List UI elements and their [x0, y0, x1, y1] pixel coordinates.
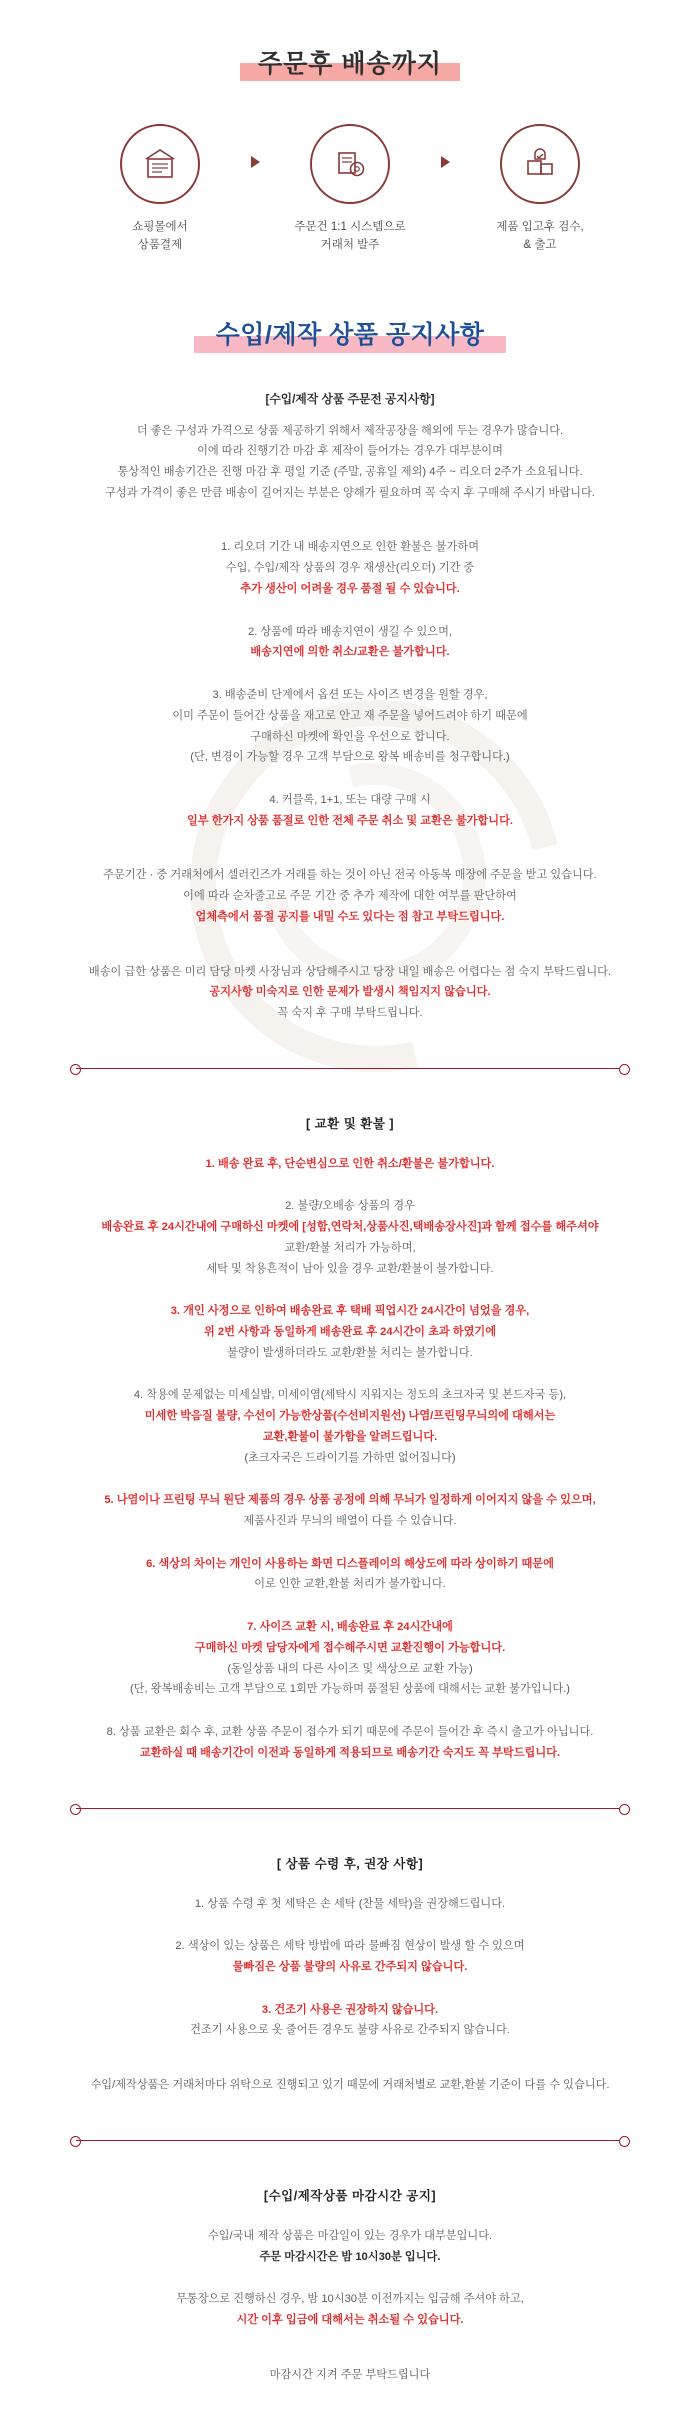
exchange-item-2: [0, 1196, 700, 1279]
arrow-right-icon: [235, 124, 275, 168]
divider-3-dot-left: [70, 2136, 81, 2147]
exchange-item-3-line-2: 위 2번 사항과 동일하게 배송완료 후 24시간이 초과 하였기에: [203, 1326, 497, 1338]
page-title: 주문후 배송까지: [258, 50, 442, 78]
exchange-item-3-line-1: 3. 개인 사정으로 인하여 배송완료 후 택배 픽업시간 24시간이 넘었을 경우,: [170, 1305, 530, 1318]
step-1-caption-line1: 쇼핑몰에서: [132, 221, 188, 233]
divider-2-line: [76, 1808, 624, 1809]
step-1-caption-line2: 상품결제: [137, 239, 183, 252]
step-3-caption-line2: & 출고: [523, 239, 557, 252]
care-item-3: [0, 2000, 700, 2041]
step-1: [85, 124, 235, 255]
notice-item-3: [0, 685, 700, 768]
notice-final-line-3: 꼭 숙지 후 구매 부탁드립니다.: [277, 1006, 423, 1019]
notice-intro-line-4: 구성과 가격이 좋은 만큼 배송이 길어지는 부분은 양해가 필요하며 꼭 숙지 후 구매해 주시기 바랍니다.: [105, 486, 595, 499]
exchange-item-5: [0, 1490, 700, 1531]
exchange-item-2-line-1: 2. 불량/오배송 상품의 경우: [285, 1200, 415, 1213]
notice-closing-line-3: 업체측에서 품절 공지를 내밀 수도 있다는 점 참고 부탁드립니다.: [195, 910, 505, 923]
care-item-1: [0, 1894, 700, 1915]
exchange-item-3-line-3: 불량이 발생하더라도 교환/환불 처리는 불가합니다.: [227, 1346, 473, 1359]
exchange-item-8: [0, 1722, 700, 1763]
notice-heading: [수입/제작 상품 주문전 공지사항]: [265, 391, 435, 406]
notice-item-1: [0, 537, 700, 599]
exchange-item-2-line-2: 배송완료 후 24시간내에 구매하신 마켓에 [성함,연락처,상품사진,택배송장사진]과 함께 접수를 해주셔야: [101, 1221, 599, 1234]
care-item-3-line-1: 3. 건조기 사용은 권장하지 않습니다.: [261, 2003, 439, 2016]
divider-1: [70, 1064, 630, 1074]
deadline-closing-block: [0, 2365, 700, 2386]
care-note-block: [0, 2075, 700, 2096]
shop-payment-icon: [120, 124, 200, 204]
section-title-text: 수입/제작 상품 공지사항: [215, 320, 485, 349]
notice-item-2: [0, 622, 700, 663]
exchange-item-7-line-3: (동일상품 내의 다른 사이즈 및 색상으로 교환 가능): [227, 1662, 473, 1675]
exchange-item-4-line-2: 미세한 박음질 불량, 수선이 가능한상품(수선비지원선) 나염/프린팅무늬의에 대해서는: [144, 1410, 556, 1423]
care-item-2: [0, 1936, 700, 1977]
exchange-item-4-line-3: 교환,환불이 불가함을 알려드립니다.: [262, 1430, 438, 1443]
exchange-item-1-line-1: 1. 배송 완료 후, 단순변심으로 인한 취소/환불은 불가합니다.: [205, 1157, 495, 1170]
step-3: [465, 124, 615, 255]
exchange-item-4-line-1: 4. 착용에 문제없는 미세실밥, 미세이염(세탁시 지워지는 정도의 초크자국 및 본드자국 등),: [133, 1389, 567, 1402]
notice-item-3-line-2: 이미 주문이 들어간 상품을 재고로 안고 재 주문을 넣어드려야 하기 때문에: [172, 709, 528, 722]
deadline-block-2: [0, 2289, 700, 2330]
notice-item-1-line-3: 추가 생산이 어려울 경우 품절 될 수 있습니다.: [240, 582, 460, 595]
notice-final: [0, 962, 700, 1024]
notice-item-2-line-2: 배송지연에 의한 취소/교환은 불가합니다.: [250, 646, 450, 659]
notice-item-4-line-1: 4. 커믈록, 1+1, 또는 대량 구매 시: [269, 793, 431, 806]
care-note: 수입/제작상품은 거래처마다 위탁으로 진행되고 있기 때문에 거래처별로 교환,환불 기준이 다를 수 있습니다.: [90, 2079, 610, 2092]
divider-dot-left: [70, 1064, 81, 1075]
divider-dot-right: [619, 1064, 630, 1075]
divider-2-dot-right: [619, 1804, 630, 1815]
deadline-line-1: 수입/국내 제작 상품은 마감일이 있는 경우가 대부분입니다.: [207, 2229, 493, 2242]
step-2: [275, 124, 425, 255]
exchange-item-6: [0, 1554, 700, 1595]
step-3-caption-line1: 제품 입고후 검수,: [496, 221, 584, 233]
exchange-item-5-line-1: 5. 나염이나 프린팅 무늬 원단 제품의 경우 상품 공정에 의해 무늬가 일정하게 이어지지 않을 수 있으며,: [104, 1494, 596, 1507]
care-item-2-line-2: 물빠짐은 상품 불량의 사유로 간주되지 않습니다.: [232, 1960, 468, 1973]
notice-closing-line-2: 이에 따라 순차줄고로 주문 기간 중 추가 제작에 대한 여부를 판단하여: [183, 890, 517, 903]
notice-item-3-line-4: (단, 변경이 가능할 경우 고객 부담으로 왕복 배송비를 청구합니다.): [190, 751, 510, 764]
top-banner: [0, 0, 700, 84]
notice-item-4: [0, 790, 700, 831]
notice-final-line-1: 배송이 급한 상품은 미리 담당 마켓 사장님과 상담해주시고 당장 내일 배송은 어렵다는 점 숙지 부탁드립니다.: [88, 965, 612, 978]
care-heading: [ 상품 수령 후, 권장 사항]: [276, 1856, 424, 1871]
notice-item-1-line-1: 1. 리오더 기간 내 배송지연으로 인한 환불은 불가하며: [220, 541, 480, 554]
notice-intro-line-3: 통상적인 배송기간은 진행 마감 후 평일 기준 (주말, 공휴일 제외) 4주 ~ 리오더 2주가 소요됩니다.: [117, 466, 583, 479]
exchange-item-7-line-4: (단, 왕복배송비는 고객 부담으로 1회만 가능하며 품절된 상품에 대해서는 교환 불가입니다.): [129, 1683, 571, 1696]
notice-item-1-line-2: 수입, 수입/제작 상품의 경우 재생산(리오더) 기간 중: [225, 562, 475, 575]
notice-intro-line-2: 이에 따라 진행기간 마감 후 제작이 들어가는 경우가 대부분이며: [197, 445, 503, 458]
exchange-item-1: [0, 1154, 700, 1175]
notice-item-2-line-1: 2. 상품에 따라 배송지연이 생길 수 있으며,: [247, 625, 452, 638]
exchange-item-7-line-2: 구매하신 마켓 담당자에게 접수해주시면 교환진행이 가능합니다.: [194, 1641, 506, 1654]
care-item-3-line-2: 건조기 사용으로 옷 줄어든 경우도 불량 사유로 간주되지 않습니다.: [190, 2024, 510, 2037]
divider-line: [76, 1068, 624, 1069]
notice-item-4-line-2: 일부 한가지 상품 품절로 인한 전체 주문 취소 및 교환은 불가합니다.: [187, 814, 513, 827]
notice-intro-line-1: 더 좋은 구성과 가격으로 상품 제공하기 위해서 제작공장을 해외에 두는 경우가 많습니다.: [136, 424, 564, 437]
notice-item-3-line-3: 구매하신 마켓에 확인을 우선으로 합니다.: [250, 730, 450, 743]
notice-heading-block: [0, 389, 700, 504]
exchange-item-7: [0, 1617, 700, 1700]
exchange-item-7-line-1: 7. 사이즈 교환 시, 배송완료 후 24시간내에: [247, 1621, 453, 1634]
deadline-line-4: 시간 이후 입금에 대해서는 취소될 수 있습니다.: [236, 2313, 464, 2326]
deadline-block-1: [0, 2226, 700, 2267]
deadline-heading: [수입/제작상품 마감시간 공지]: [263, 2188, 437, 2203]
exchange-item-4: [0, 1385, 700, 1468]
gear-order-icon: [310, 124, 390, 204]
exchange-item-6-line-2: 이로 인한 교환,환불 처리가 불가합니다.: [254, 1578, 446, 1591]
exchange-item-8-line-1: 8. 상품 교환은 회수 후, 교환 상품 주문이 접수가 되기 때문에 주문이 들어간 후 즉시 출고가 아닙니다.: [106, 1726, 594, 1739]
exchange-item-5-line-2: 제품사진과 무늬의 배열이 다를 수 있습니다.: [243, 1515, 457, 1528]
exchange-item-2-line-4: 세탁 및 착용흔적이 남아 있을 경우 교환/환불이 불가합니다.: [206, 1262, 494, 1275]
process-steps: [70, 124, 630, 255]
care-item-2-line-1: 2. 색상이 있는 상품은 세탁 방법에 따라 물빠짐 현상이 발생 할 수 있으며: [175, 1940, 525, 1953]
deadline-line-2: 주문 마감시간은 밤 10시30분 입니다.: [259, 2250, 441, 2263]
exchange-item-4-line-4: (초크자국은 드라이기를 가하면 없어집니다): [244, 1451, 456, 1464]
step-2-caption-line1: 주문건 1:1 시스템으로: [294, 221, 406, 233]
section-title: [0, 313, 700, 355]
notice-item-3-line-1: 3. 배송준비 단계에서 옵션 또는 사이즈 변경을 원할 경우,: [212, 689, 488, 702]
care-item-1-line-1: 1. 상품 수령 후 첫 세탁은 손 세탁 (찬물 세탁)을 권장해드립니다.: [194, 1897, 506, 1910]
box-inspect-icon: [500, 124, 580, 204]
exchange-item-6-line-1: 6. 색상의 차이는 개인이 사용하는 화면 디스플레이의 해상도에 따라 상이하기 때문에: [146, 1557, 554, 1570]
arrow-right-icon-2: [425, 124, 465, 168]
divider-2: [70, 1804, 630, 1814]
deadline-closing: 마감시간 지켜 주문 부탁드립니다: [269, 2368, 431, 2381]
deadline-line-3: 무통장으로 진행하신 경우, 밤 10시30분 이전까지는 입금해 주셔야 하고,: [176, 2293, 524, 2306]
divider-3-dot-right: [619, 2136, 630, 2147]
divider-3-line: [76, 2140, 624, 2141]
exchange-item-2-line-3: 교환/환불 처리가 가능하며,: [284, 1241, 416, 1254]
notice-final-line-2: 공지사항 미숙지로 인한 문제가 발생시 책임지지 않습니다.: [209, 986, 491, 999]
exchange-heading: [ 교환 및 환불 ]: [305, 1116, 395, 1131]
divider-2-dot-left: [70, 1804, 81, 1815]
step-2-caption-line2: 거래처 발주: [320, 239, 380, 252]
exchange-item-8-line-2: 교환하실 때 배송기간이 이전과 동일하게 적용되므로 배송기간 숙지도 꼭 부탁드립니다.: [139, 1746, 561, 1759]
notice-closing: [0, 865, 700, 927]
exchange-item-3: [0, 1301, 700, 1363]
notice-closing-line-1: 주문기간 · 중 거래처에서 셀러킨즈가 거래를 하는 것이 아닌 전국 아동복 매장에 주문을 받고 있습니다.: [103, 869, 597, 882]
divider-3: [70, 2136, 630, 2146]
